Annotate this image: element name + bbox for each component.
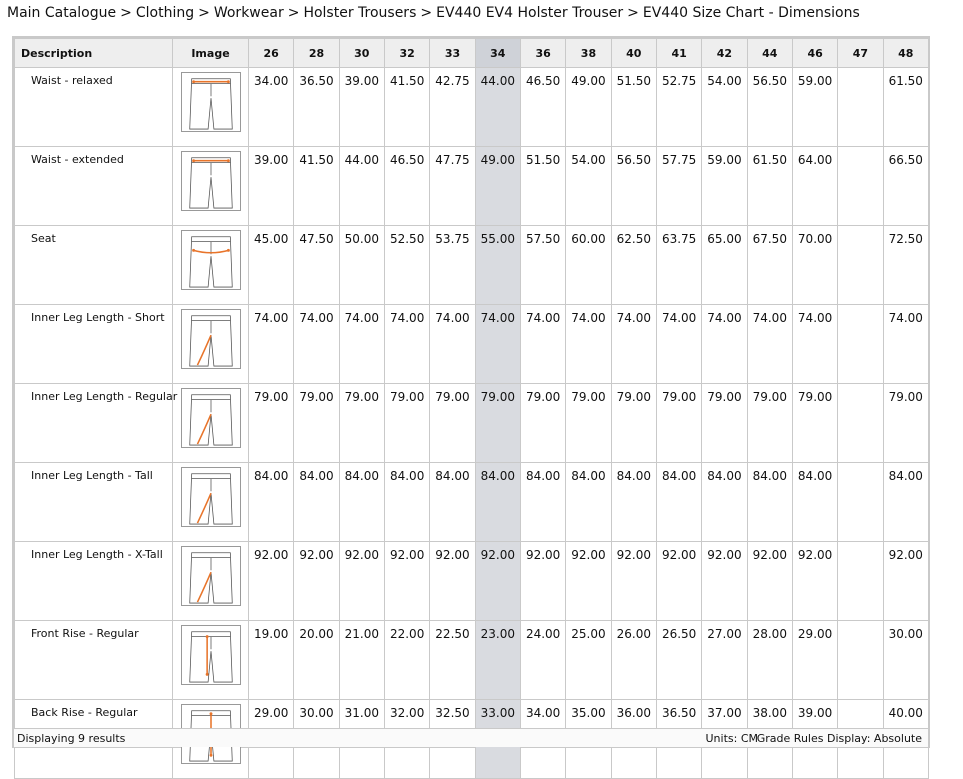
size-value-cell: 26.50 [656, 621, 701, 700]
size-value-cell: 36.50 [294, 68, 339, 147]
size-value-cell: 41.50 [384, 68, 429, 147]
size-value-cell: 46.50 [520, 68, 565, 147]
breadcrumb-item[interactable]: Workwear [213, 5, 284, 21]
size-value-cell: 65.00 [702, 226, 747, 305]
size-value-cell: 92.00 [611, 542, 656, 621]
size-value-cell: 34.00 [249, 68, 294, 147]
size-value-cell: 84.00 [520, 463, 565, 542]
size-value-cell: 74.00 [792, 305, 837, 384]
size-value-cell: 27.00 [702, 621, 747, 700]
size-value-cell: 60.00 [566, 226, 611, 305]
size-value-cell: 84.00 [384, 463, 429, 542]
front-rise-diagram-icon [181, 625, 241, 685]
size-value-cell: 92.00 [249, 542, 294, 621]
size-value-cell: 57.75 [656, 147, 701, 226]
size-value-cell: 45.00 [249, 226, 294, 305]
size-value-cell: 84.00 [611, 463, 656, 542]
size-value-cell: 55.00 [475, 226, 520, 305]
column-header-size[interactable]: 38 [566, 39, 611, 68]
size-value-cell: 79.00 [475, 384, 520, 463]
size-value-cell: 25.00 [566, 621, 611, 700]
table-row [15, 305, 929, 384]
size-value-cell: 57.50 [520, 226, 565, 305]
size-value-cell: 30.00 [294, 700, 339, 779]
column-header-size[interactable]: 30 [339, 39, 384, 68]
size-value-cell: 61.50 [883, 68, 928, 147]
size-value-cell: 56.50 [611, 147, 656, 226]
inner-leg-diagram-icon [181, 388, 241, 448]
size-value-cell: 56.50 [747, 68, 792, 147]
size-value-cell: 44.00 [339, 147, 384, 226]
size-value-cell [838, 147, 883, 226]
measurement-image-cell[interactable] [173, 621, 249, 700]
measurement-label: Seat [15, 226, 173, 305]
column-header-size[interactable]: 46 [792, 39, 837, 68]
size-value-cell: 31.00 [339, 700, 384, 779]
size-value-cell: 92.00 [702, 542, 747, 621]
measurement-label: Front Rise - Regular [15, 621, 173, 700]
size-value-cell: 84.00 [883, 463, 928, 542]
size-value-cell: 39.00 [792, 700, 837, 779]
table-row [15, 621, 929, 700]
size-value-cell: 92.00 [475, 542, 520, 621]
size-value-cell: 40.00 [883, 700, 928, 779]
size-value-cell: 34.00 [520, 700, 565, 779]
inner-leg-diagram-icon [181, 546, 241, 606]
size-value-cell: 47.75 [430, 147, 475, 226]
size-value-cell: 74.00 [294, 305, 339, 384]
column-header-size[interactable]: 47 [838, 39, 883, 68]
size-value-cell: 92.00 [656, 542, 701, 621]
breadcrumb-item[interactable]: Main Catalogue [7, 5, 117, 21]
size-value-cell: 84.00 [747, 463, 792, 542]
size-value-cell: 62.50 [611, 226, 656, 305]
measurement-label: Back Rise - Regular [15, 700, 173, 779]
table-footer [14, 728, 928, 747]
size-value-cell: 42.75 [430, 68, 475, 147]
measurement-label: Waist - extended [15, 147, 173, 226]
size-value-cell: 54.00 [702, 68, 747, 147]
column-header-description[interactable]: Description [15, 39, 173, 68]
seat-diagram-icon [181, 230, 241, 290]
measurement-label: Inner Leg Length - Tall [15, 463, 173, 542]
size-value-cell: 92.00 [294, 542, 339, 621]
size-value-cell: 74.00 [656, 305, 701, 384]
table-row [15, 463, 929, 542]
size-value-cell: 67.50 [747, 226, 792, 305]
measurement-label: Inner Leg Length - Short [15, 305, 173, 384]
size-value-cell [838, 621, 883, 700]
breadcrumb-item: EV440 Size Chart - Dimensions [642, 5, 860, 21]
size-value-cell: 38.00 [747, 700, 792, 779]
measurement-label: Inner Leg Length - X-Tall [15, 542, 173, 621]
size-value-cell: 70.00 [792, 226, 837, 305]
size-value-cell: 28.00 [747, 621, 792, 700]
size-value-cell: 92.00 [566, 542, 611, 621]
size-value-cell: 79.00 [430, 384, 475, 463]
size-value-cell: 74.00 [339, 305, 384, 384]
table-row [15, 147, 929, 226]
size-value-cell: 92.00 [520, 542, 565, 621]
size-value-cell: 79.00 [384, 384, 429, 463]
measurement-image-cell[interactable] [173, 68, 249, 147]
waist-relaxed-diagram-icon [181, 72, 241, 132]
size-value-cell [838, 542, 883, 621]
units-label: Units: CM [705, 732, 758, 745]
column-header-size[interactable]: 36 [520, 39, 565, 68]
measurement-image-cell[interactable] [173, 384, 249, 463]
size-chart-table [14, 38, 929, 779]
size-value-cell: 29.00 [249, 700, 294, 779]
waist-extended-diagram-icon [181, 151, 241, 211]
column-header-size[interactable]: 32 [384, 39, 429, 68]
size-value-cell: 23.00 [475, 621, 520, 700]
size-value-cell: 92.00 [384, 542, 429, 621]
size-value-cell: 32.50 [430, 700, 475, 779]
size-value-cell: 49.00 [475, 147, 520, 226]
size-value-cell: 51.50 [611, 68, 656, 147]
size-value-cell: 21.00 [339, 621, 384, 700]
breadcrumb-separator: > [120, 5, 132, 21]
breadcrumb-separator: > [627, 5, 639, 21]
size-value-cell: 30.00 [883, 621, 928, 700]
size-value-cell: 84.00 [566, 463, 611, 542]
size-chart-panel [12, 36, 930, 748]
size-value-cell: 19.00 [249, 621, 294, 700]
size-value-cell: 39.00 [339, 68, 384, 147]
size-value-cell: 74.00 [702, 305, 747, 384]
size-value-cell: 92.00 [430, 542, 475, 621]
size-value-cell [838, 226, 883, 305]
size-value-cell: 79.00 [294, 384, 339, 463]
column-header-size[interactable]: 41 [656, 39, 701, 68]
size-value-cell: 74.00 [520, 305, 565, 384]
measurement-image-cell[interactable] [173, 305, 249, 384]
size-value-cell: 44.00 [475, 68, 520, 147]
size-value-cell: 79.00 [883, 384, 928, 463]
table-header-row [15, 39, 929, 68]
table-row [15, 68, 929, 147]
column-header-size[interactable]: 44 [747, 39, 792, 68]
size-value-cell: 36.00 [611, 700, 656, 779]
table-row [15, 542, 929, 621]
size-value-cell: 52.75 [656, 68, 701, 147]
column-header-size[interactable]: 34 [475, 39, 520, 68]
size-value-cell: 66.50 [883, 147, 928, 226]
size-value-cell: 39.00 [249, 147, 294, 226]
size-value-cell: 74.00 [883, 305, 928, 384]
size-value-cell: 84.00 [656, 463, 701, 542]
size-value-cell: 79.00 [520, 384, 565, 463]
size-value-cell: 49.00 [566, 68, 611, 147]
size-value-cell [838, 305, 883, 384]
size-value-cell: 84.00 [475, 463, 520, 542]
size-value-cell: 74.00 [430, 305, 475, 384]
breadcrumb-separator: > [420, 5, 433, 21]
size-value-cell: 51.50 [520, 147, 565, 226]
column-header-image[interactable]: Image [173, 39, 249, 68]
table-row [15, 384, 929, 463]
column-header-size[interactable]: 48 [883, 39, 928, 68]
size-value-cell: 22.00 [384, 621, 429, 700]
size-value-cell: 26.00 [611, 621, 656, 700]
size-value-cell: 74.00 [747, 305, 792, 384]
size-value-cell: 79.00 [611, 384, 656, 463]
size-value-cell: 72.50 [883, 226, 928, 305]
size-value-cell: 84.00 [430, 463, 475, 542]
size-value-cell: 84.00 [702, 463, 747, 542]
size-value-cell [838, 463, 883, 542]
size-value-cell: 84.00 [339, 463, 384, 542]
size-value-cell: 79.00 [656, 384, 701, 463]
measurement-image-cell[interactable] [173, 463, 249, 542]
size-value-cell: 74.00 [566, 305, 611, 384]
measurement-label: Inner Leg Length - Regular [15, 384, 173, 463]
size-value-cell: 33.00 [475, 700, 520, 779]
size-value-cell: 84.00 [294, 463, 339, 542]
size-value-cell: 20.00 [294, 621, 339, 700]
size-value-cell: 50.00 [339, 226, 384, 305]
size-value-cell: 79.00 [702, 384, 747, 463]
breadcrumb [7, 5, 860, 21]
size-value-cell: 47.50 [294, 226, 339, 305]
size-value-cell: 52.50 [384, 226, 429, 305]
size-value-cell: 79.00 [792, 384, 837, 463]
breadcrumb-separator: > [287, 5, 300, 21]
column-header-size[interactable]: 28 [294, 39, 339, 68]
size-value-cell: 79.00 [566, 384, 611, 463]
size-value-cell: 84.00 [249, 463, 294, 542]
size-value-cell: 92.00 [883, 542, 928, 621]
measurement-label: Waist - relaxed [15, 68, 173, 147]
grade-rules-label: Grade Rules Display: Absolute [756, 732, 922, 745]
size-value-cell: 46.50 [384, 147, 429, 226]
breadcrumb-separator: > [198, 5, 210, 21]
table-row [15, 226, 929, 305]
column-header-size[interactable]: 33 [430, 39, 475, 68]
column-header-size[interactable]: 40 [611, 39, 656, 68]
size-value-cell: 59.00 [792, 68, 837, 147]
size-value-cell: 24.00 [520, 621, 565, 700]
size-value-cell: 36.50 [656, 700, 701, 779]
size-value-cell: 74.00 [475, 305, 520, 384]
size-value-cell: 29.00 [792, 621, 837, 700]
size-value-cell: 64.00 [792, 147, 837, 226]
result-count: Displaying 9 results [17, 732, 126, 745]
size-value-cell: 92.00 [792, 542, 837, 621]
inner-leg-diagram-icon [181, 309, 241, 369]
size-value-cell: 54.00 [566, 147, 611, 226]
size-value-cell: 32.00 [384, 700, 429, 779]
size-value-cell: 74.00 [384, 305, 429, 384]
breadcrumb-item[interactable]: EV440 EV4 Holster Trouser [436, 5, 624, 21]
size-value-cell [838, 384, 883, 463]
size-value-cell: 41.50 [294, 147, 339, 226]
size-value-cell: 79.00 [747, 384, 792, 463]
column-header-size[interactable]: 26 [249, 39, 294, 68]
size-value-cell: 61.50 [747, 147, 792, 226]
size-value-cell: 92.00 [747, 542, 792, 621]
size-value-cell: 79.00 [339, 384, 384, 463]
size-value-cell [838, 68, 883, 147]
size-value-cell: 22.50 [430, 621, 475, 700]
size-value-cell: 63.75 [656, 226, 701, 305]
size-value-cell: 84.00 [792, 463, 837, 542]
measurement-image-cell[interactable] [173, 542, 249, 621]
size-value-cell: 74.00 [611, 305, 656, 384]
inner-leg-diagram-icon [181, 467, 241, 527]
size-value-cell: 53.75 [430, 226, 475, 305]
size-value-cell: 59.00 [702, 147, 747, 226]
size-value-cell: 35.00 [566, 700, 611, 779]
breadcrumb-item[interactable]: Clothing [135, 5, 195, 21]
column-header-size[interactable]: 42 [702, 39, 747, 68]
measurement-image-cell[interactable] [173, 147, 249, 226]
size-value-cell: 37.00 [702, 700, 747, 779]
measurement-image-cell[interactable] [173, 226, 249, 305]
size-value-cell: 92.00 [339, 542, 384, 621]
breadcrumb-item[interactable]: Holster Trousers [303, 5, 417, 21]
size-value-cell: 79.00 [249, 384, 294, 463]
size-value-cell: 74.00 [249, 305, 294, 384]
